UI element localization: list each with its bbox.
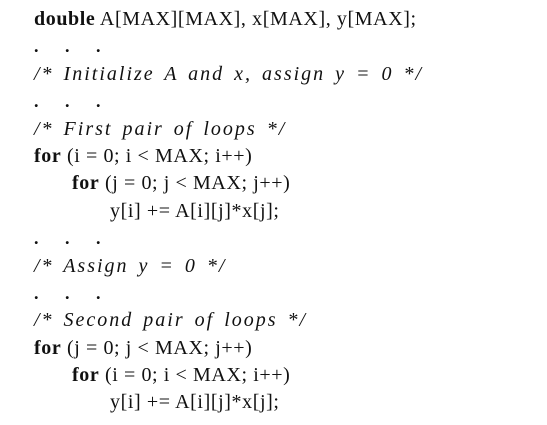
ellipsis-line: . . .	[34, 91, 112, 112]
comment-first-pair: /* First pair of loops */	[34, 117, 287, 140]
ellipsis-line: . . .	[34, 36, 112, 57]
comment-second-pair: /* Second pair of loops */	[34, 309, 308, 332]
keyword-for: for	[34, 144, 62, 167]
first-outer-loop-line	[34, 143, 539, 170]
loop-header-text: (i = 0; i < MAX; i++)	[99, 364, 291, 387]
comment-assign: /* Assign y = 0 */	[34, 254, 227, 277]
declaration-text: A[MAX][MAX], x[MAX], y[MAX];	[95, 8, 417, 30]
keyword-for: for	[72, 364, 100, 387]
loop-header-text: (j = 0; j < MAX; j++)	[61, 336, 253, 359]
first-inner-loop-line	[34, 170, 539, 197]
second-inner-loop-line	[34, 362, 539, 389]
keyword-for: for	[72, 172, 100, 195]
loop-header-text: (i = 0; i < MAX; i++)	[61, 144, 253, 167]
ellipsis-line: . . .	[34, 228, 112, 249]
keyword-for: for	[34, 336, 62, 359]
ellipsis-line: . . .	[34, 282, 112, 303]
second-loop-body: y[i] += A[i][j]*x[j];	[110, 391, 280, 414]
code-listing	[34, 6, 539, 417]
declaration-line	[34, 6, 539, 33]
loop-header-text: (j = 0; j < MAX; j++)	[99, 172, 291, 195]
second-outer-loop-line	[34, 335, 539, 362]
keyword-double: double	[34, 8, 96, 30]
comment-initialize: /* Initialize A and x, assign y = 0 */	[34, 62, 424, 85]
first-loop-body: y[i] += A[i][j]*x[j];	[110, 199, 280, 222]
